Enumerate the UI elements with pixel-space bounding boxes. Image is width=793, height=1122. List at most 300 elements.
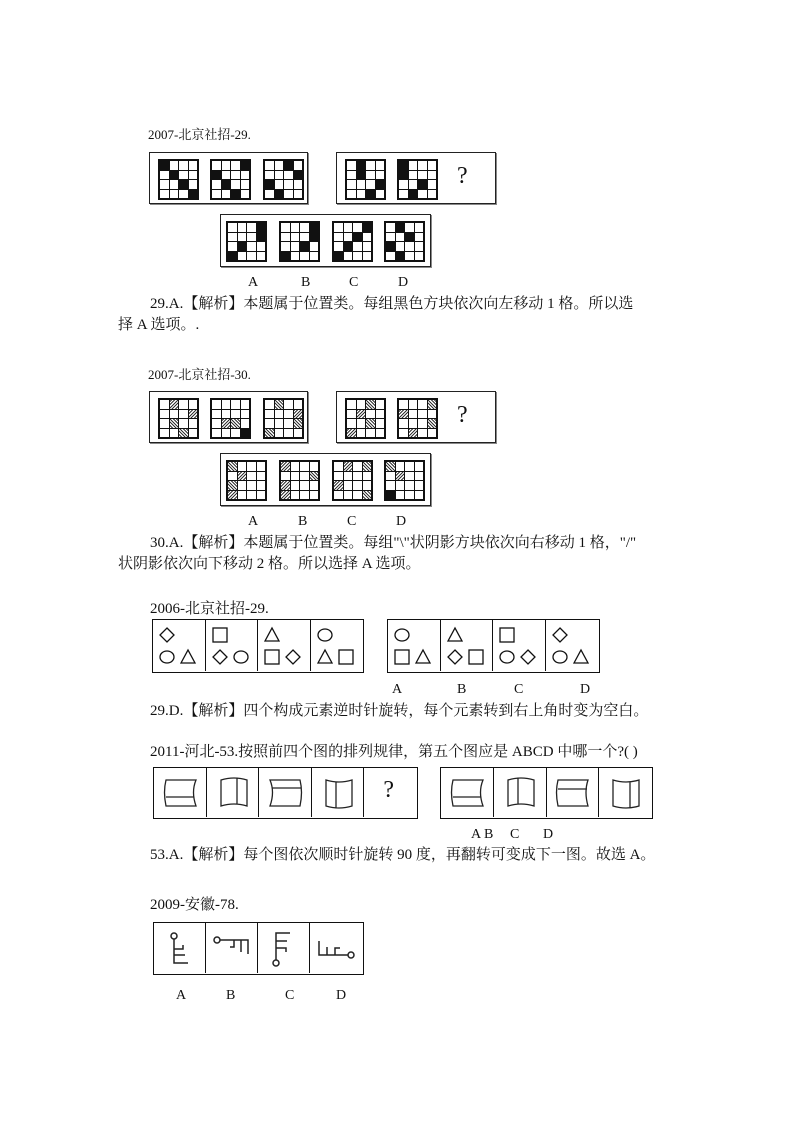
grid-cell	[344, 252, 353, 261]
grid-cell	[310, 252, 319, 261]
option-label-c: C	[514, 682, 524, 697]
option-label-d: D	[398, 275, 409, 290]
grid-cell	[386, 491, 395, 500]
grid-cell	[418, 180, 427, 189]
grid-cell	[366, 410, 375, 419]
grid-cell	[399, 180, 408, 189]
grid-cell	[189, 419, 198, 428]
grid-cell	[291, 252, 300, 261]
grid-cell	[222, 400, 231, 409]
q5-option-b[interactable]	[206, 923, 258, 973]
pin-comb-icon	[206, 923, 258, 973]
grid-cell	[257, 472, 266, 481]
grid-cell	[428, 400, 437, 409]
option-label-a: A	[392, 682, 403, 697]
grid-cell	[386, 223, 395, 232]
grid-cell	[310, 472, 319, 481]
shapes-icon	[493, 620, 546, 671]
grid-cell	[294, 410, 303, 419]
grid-cell	[228, 233, 237, 242]
grid-cell	[241, 190, 250, 199]
answer-q3: 29.D.【解析】四个构成元素逆时针旋转，每个元素转到右上角时变为空白。	[150, 703, 649, 719]
grid-cell	[265, 180, 274, 189]
grid-cell	[257, 491, 266, 500]
grid-cell	[405, 223, 414, 232]
option-label-b: B	[226, 988, 236, 1003]
grid-cell	[265, 410, 274, 419]
grid-cell	[334, 462, 343, 471]
q2-group2-frame	[336, 391, 496, 443]
grid-cell	[291, 223, 300, 232]
q5-options-row	[153, 922, 364, 975]
grid-cell	[353, 233, 362, 242]
grid-cell	[247, 472, 256, 481]
answer-q1-line1: 29.A.【解析】本题属于位置类。每组黑色方块依次向左移动 1 格。所以选	[150, 296, 634, 312]
grid-cell	[409, 400, 418, 409]
q1-option-b-grid[interactable]	[279, 221, 320, 262]
grid-cell	[291, 462, 300, 471]
curved-shape-icon	[312, 768, 365, 817]
grid-cell	[344, 491, 353, 500]
question-title-q3: 2006-北京社招-29.	[150, 601, 269, 617]
grid-cell	[353, 472, 362, 481]
grid-cell	[257, 242, 266, 251]
grid-cell	[399, 429, 408, 438]
grid-cell	[241, 171, 250, 180]
grid-cell	[376, 400, 385, 409]
grid-cell	[409, 429, 418, 438]
grid-cell	[228, 462, 237, 471]
grid-cell	[160, 429, 169, 438]
grid-cell	[376, 171, 385, 180]
grid-cell	[291, 472, 300, 481]
q3-option-b[interactable]	[441, 620, 494, 671]
grid-cell	[238, 252, 247, 261]
grid-cell	[428, 190, 437, 199]
grid-cell	[265, 400, 274, 409]
q1-group2-frame	[336, 152, 496, 204]
grid-cell	[170, 400, 179, 409]
grid-cell	[405, 491, 414, 500]
grid-cell	[409, 410, 418, 419]
grid-cell	[405, 233, 414, 242]
grid-cell	[363, 223, 372, 232]
grid-cell	[170, 161, 179, 170]
grid-cell	[399, 419, 408, 428]
grid-cell	[344, 233, 353, 242]
answer-q2-line1: 30.A.【解析】本题属于位置类。每组"\"状阴影方块依次向右移动 1 格，"/"	[150, 535, 637, 551]
shapes-icon	[546, 620, 599, 671]
q5-option-d[interactable]	[310, 923, 362, 973]
question-mark: ?	[457, 402, 468, 428]
grid-cell	[247, 462, 256, 471]
q5-option-a[interactable]	[154, 923, 206, 973]
grid-cell	[212, 180, 221, 189]
grid-cell	[222, 190, 231, 199]
grid-cell	[334, 223, 343, 232]
option-label-b: B	[484, 827, 494, 842]
grid-cell	[228, 242, 237, 251]
q1-option-d-grid[interactable]	[384, 221, 425, 262]
option-label-a: A	[248, 514, 259, 529]
grid-cell	[160, 410, 169, 419]
grid-cell	[231, 180, 240, 189]
question-title-q1: 2007-北京社招-29.	[148, 127, 251, 142]
grid-cell	[291, 491, 300, 500]
grid-cell	[212, 161, 221, 170]
grid-cell	[189, 171, 198, 180]
grid-cell	[275, 171, 284, 180]
grid-cell	[257, 481, 266, 490]
grid-cell	[160, 400, 169, 409]
grid-cell	[281, 223, 290, 232]
grid-cell	[357, 180, 366, 189]
grid-cell	[376, 410, 385, 419]
grid-cell	[396, 462, 405, 471]
grid-cell	[222, 171, 231, 180]
grid-cell	[405, 462, 414, 471]
grid-cell	[310, 481, 319, 490]
curved-shape-icon	[441, 768, 494, 817]
grid-cell	[300, 462, 309, 471]
grid-cell	[357, 410, 366, 419]
q1-g1-grid	[263, 159, 304, 200]
q3-option-c[interactable]	[493, 620, 546, 671]
grid-cell	[284, 161, 293, 170]
q4-option-a[interactable]	[441, 768, 494, 817]
q4-figure-5	[364, 768, 417, 817]
grid-cell	[228, 491, 237, 500]
q2-options-frame	[220, 453, 431, 506]
question-mark: ?	[383, 777, 395, 803]
grid-cell	[415, 252, 424, 261]
q2-option-a-grid[interactable]	[226, 460, 267, 501]
grid-cell	[294, 180, 303, 189]
grid-cell	[363, 481, 372, 490]
grid-cell	[170, 410, 179, 419]
grid-cell	[334, 242, 343, 251]
grid-cell	[170, 171, 179, 180]
grid-cell	[310, 242, 319, 251]
q4-option-b[interactable]	[494, 768, 547, 817]
grid-cell	[418, 400, 427, 409]
grid-cell	[366, 429, 375, 438]
q2-group1-frame	[149, 391, 308, 443]
grid-cell	[179, 161, 188, 170]
grid-cell	[300, 242, 309, 251]
grid-cell	[170, 429, 179, 438]
grid-cell	[347, 190, 356, 199]
grid-cell	[281, 233, 290, 242]
grid-cell	[247, 252, 256, 261]
grid-cell	[160, 161, 169, 170]
grid-cell	[363, 233, 372, 242]
grid-cell	[238, 491, 247, 500]
grid-cell	[357, 161, 366, 170]
grid-cell	[353, 462, 362, 471]
q4-figure-2	[207, 768, 260, 817]
q1-group1-frame	[149, 152, 308, 204]
grid-cell	[415, 242, 424, 251]
grid-cell	[396, 233, 405, 242]
grid-cell	[275, 410, 284, 419]
grid-cell	[415, 472, 424, 481]
grid-cell	[344, 472, 353, 481]
grid-cell	[247, 223, 256, 232]
option-label-d: D	[580, 682, 591, 697]
q1-option-c-grid[interactable]	[332, 221, 373, 262]
q2-option-c-grid[interactable]	[332, 460, 373, 501]
option-label-c: C	[347, 514, 357, 529]
curved-shape-icon	[154, 768, 207, 817]
q3-option-d[interactable]	[546, 620, 599, 671]
grid-cell	[212, 171, 221, 180]
grid-cell	[212, 419, 221, 428]
answer-q2-line2: 状阴影依次向下移动 2 格。所以选择 A 选项。	[118, 556, 421, 572]
grid-cell	[212, 400, 221, 409]
q1-option-a-grid[interactable]	[226, 221, 267, 262]
q2-option-b-grid[interactable]	[279, 460, 320, 501]
grid-cell	[409, 171, 418, 180]
grid-cell	[310, 462, 319, 471]
grid-cell	[334, 491, 343, 500]
grid-cell	[399, 190, 408, 199]
grid-cell	[428, 161, 437, 170]
grid-cell	[222, 180, 231, 189]
option-label-a: A	[248, 275, 259, 290]
grid-cell	[284, 171, 293, 180]
grid-cell	[238, 233, 247, 242]
grid-cell	[189, 429, 198, 438]
question-title-q4: 2011-河北-53.按照前四个图的排列规律，第五个图应是 ABCD 中哪一个?( )	[150, 744, 638, 760]
curved-shape-icon	[259, 768, 312, 817]
grid-cell	[366, 190, 375, 199]
q5-option-c[interactable]	[258, 923, 310, 973]
grid-cell	[376, 180, 385, 189]
grid-cell	[386, 252, 395, 261]
grid-cell	[399, 161, 408, 170]
option-label-b: B	[301, 275, 311, 290]
grid-cell	[415, 481, 424, 490]
grid-cell	[247, 233, 256, 242]
q2-g1-grid	[263, 398, 304, 439]
q3-figure-2	[206, 620, 259, 671]
grid-cell	[294, 429, 303, 438]
grid-cell	[415, 491, 424, 500]
q3-figure-3	[258, 620, 311, 671]
curved-shape-icon	[547, 768, 600, 817]
curved-shape-icon	[494, 768, 547, 817]
grid-cell	[170, 190, 179, 199]
q4-option-c[interactable]	[547, 768, 600, 817]
grid-cell	[241, 429, 250, 438]
grid-cell	[265, 161, 274, 170]
question-title-q2: 2007-北京社招-30.	[148, 367, 251, 382]
option-label-d: D	[336, 988, 347, 1003]
question-mark: ?	[457, 163, 468, 189]
grid-cell	[170, 419, 179, 428]
grid-cell	[300, 472, 309, 481]
grid-cell	[300, 223, 309, 232]
q2-g1-grid	[158, 398, 199, 439]
grid-cell	[344, 462, 353, 471]
shapes-icon	[206, 620, 259, 671]
grid-cell	[415, 462, 424, 471]
q1-g2-grid	[345, 159, 386, 200]
grid-cell	[291, 233, 300, 242]
grid-cell	[238, 481, 247, 490]
grid-cell	[231, 171, 240, 180]
grid-cell	[291, 481, 300, 490]
grid-cell	[189, 190, 198, 199]
shapes-icon	[153, 620, 206, 671]
grid-cell	[399, 171, 408, 180]
grid-cell	[366, 419, 375, 428]
grid-cell	[231, 419, 240, 428]
grid-cell	[310, 223, 319, 232]
grid-cell	[294, 419, 303, 428]
grid-cell	[357, 400, 366, 409]
q4-figure-1	[154, 768, 207, 817]
q3-option-a[interactable]	[388, 620, 441, 671]
pin-comb-icon	[310, 923, 362, 973]
grid-cell	[275, 429, 284, 438]
q4-figure-3	[259, 768, 312, 817]
grid-cell	[257, 462, 266, 471]
grid-cell	[428, 429, 437, 438]
grid-cell	[386, 462, 395, 471]
grid-cell	[228, 481, 237, 490]
grid-cell	[222, 419, 231, 428]
grid-cell	[241, 410, 250, 419]
grid-cell	[363, 491, 372, 500]
q4-option-d[interactable]	[599, 768, 652, 817]
grid-cell	[189, 410, 198, 419]
grid-cell	[284, 190, 293, 199]
q1-g1-grid	[158, 159, 199, 200]
grid-cell	[363, 242, 372, 251]
option-label-a: A	[471, 827, 482, 842]
grid-cell	[189, 180, 198, 189]
grid-cell	[405, 481, 414, 490]
grid-cell	[284, 419, 293, 428]
grid-cell	[241, 419, 250, 428]
option-label-a: A	[176, 988, 187, 1003]
option-label-c: C	[285, 988, 295, 1003]
grid-cell	[347, 161, 356, 170]
grid-cell	[300, 491, 309, 500]
grid-cell	[179, 429, 188, 438]
grid-cell	[357, 171, 366, 180]
grid-cell	[275, 419, 284, 428]
q3-question-row	[152, 619, 364, 673]
grid-cell	[231, 400, 240, 409]
q1-g1-grid	[210, 159, 251, 200]
q1-g2-grid	[397, 159, 438, 200]
q2-g2-grid	[345, 398, 386, 439]
grid-cell	[265, 171, 274, 180]
grid-cell	[334, 481, 343, 490]
grid-cell	[179, 419, 188, 428]
grid-cell	[231, 161, 240, 170]
grid-cell	[281, 481, 290, 490]
grid-cell	[284, 180, 293, 189]
grid-cell	[344, 223, 353, 232]
grid-cell	[275, 180, 284, 189]
pin-comb-icon	[258, 923, 310, 973]
grid-cell	[160, 171, 169, 180]
grid-cell	[363, 462, 372, 471]
grid-cell	[357, 419, 366, 428]
grid-cell	[415, 223, 424, 232]
grid-cell	[284, 400, 293, 409]
grid-cell	[334, 233, 343, 242]
grid-cell	[366, 161, 375, 170]
grid-cell	[418, 410, 427, 419]
shapes-icon	[258, 620, 311, 671]
q4-figure-4	[312, 768, 365, 817]
grid-cell	[418, 161, 427, 170]
grid-cell	[231, 190, 240, 199]
grid-cell	[179, 171, 188, 180]
shapes-icon	[388, 620, 441, 671]
grid-cell	[376, 190, 385, 199]
grid-cell	[428, 171, 437, 180]
grid-cell	[347, 410, 356, 419]
grid-cell	[275, 400, 284, 409]
q2-option-d-grid[interactable]	[384, 460, 425, 501]
grid-cell	[418, 171, 427, 180]
grid-cell	[347, 419, 356, 428]
grid-cell	[366, 400, 375, 409]
grid-cell	[179, 190, 188, 199]
grid-cell	[294, 400, 303, 409]
grid-cell	[228, 472, 237, 481]
grid-cell	[294, 161, 303, 170]
grid-cell	[179, 400, 188, 409]
grid-cell	[344, 481, 353, 490]
option-label-c: C	[349, 275, 359, 290]
grid-cell	[353, 491, 362, 500]
pin-comb-icon	[154, 923, 206, 973]
grid-cell	[281, 472, 290, 481]
grid-cell	[347, 400, 356, 409]
grid-cell	[265, 419, 274, 428]
grid-cell	[241, 180, 250, 189]
grid-cell	[396, 481, 405, 490]
answer-q1-line2: 择 A 选项。.	[118, 317, 200, 333]
grid-cell	[353, 223, 362, 232]
grid-cell	[396, 252, 405, 261]
grid-cell	[189, 400, 198, 409]
grid-cell	[265, 429, 274, 438]
grid-cell	[212, 410, 221, 419]
grid-cell	[257, 252, 266, 261]
grid-cell	[238, 472, 247, 481]
option-label-b: B	[298, 514, 308, 529]
grid-cell	[160, 180, 169, 189]
grid-cell	[310, 233, 319, 242]
grid-cell	[160, 419, 169, 428]
grid-cell	[347, 171, 356, 180]
grid-cell	[415, 233, 424, 242]
grid-cell	[179, 180, 188, 189]
grid-cell	[353, 481, 362, 490]
grid-cell	[409, 161, 418, 170]
grid-cell	[396, 223, 405, 232]
grid-cell	[405, 252, 414, 261]
grid-cell	[241, 161, 250, 170]
